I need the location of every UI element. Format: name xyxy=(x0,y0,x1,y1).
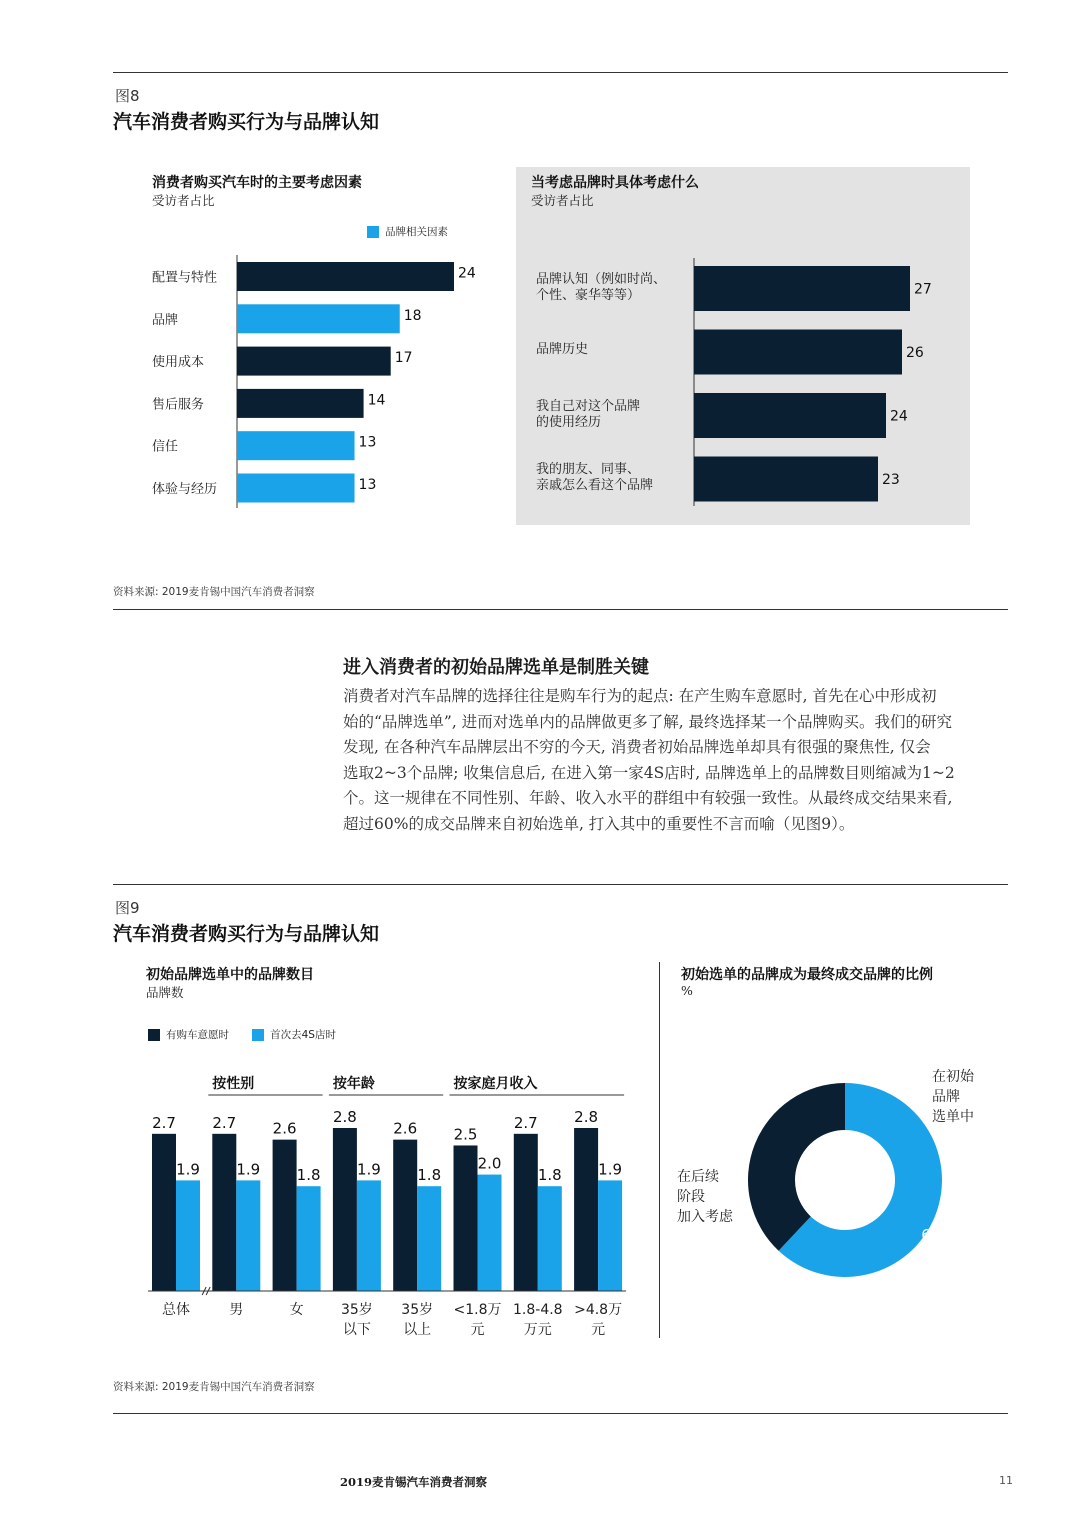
group-header: 按家庭月收入 xyxy=(453,1076,538,1092)
donut-label-later: 在后续 阶段 加入考虑 xyxy=(677,1169,733,1225)
bar xyxy=(237,474,355,503)
bar-blue xyxy=(357,1180,381,1291)
fig8-source: 资料来源: 2019麦肯锡中国汽车消费者洞察 xyxy=(113,586,315,598)
fig9-label: 图9 xyxy=(115,899,140,917)
footer-title: 2019麦肯锡汽车消费者洞察 xyxy=(340,1475,488,1489)
body-line: 消费者对汽车品牌的选择往往是购车行为的起点: 在产生购车意愿时, 首先在心中形成初 xyxy=(343,687,937,705)
slice-value-label: 38 xyxy=(753,1101,773,1120)
fig8-left-legend xyxy=(367,221,448,240)
fig8-left-chart-subtitle: 受访者占比 xyxy=(152,193,215,208)
fig9-left-chart-title: 初始品牌选单中的品牌数目 xyxy=(146,967,314,983)
group-header: 按年龄 xyxy=(332,1076,375,1092)
category-label: 品牌 xyxy=(152,312,179,328)
bar xyxy=(694,330,902,375)
page-number: 11 xyxy=(999,1474,1013,1487)
legend-swatch-blue xyxy=(252,1029,264,1041)
bar-dark xyxy=(393,1140,417,1291)
category-label: 35岁 xyxy=(401,1302,434,1318)
bar xyxy=(237,431,355,460)
fig8-label: 图8 xyxy=(115,87,140,105)
body-line: 发现, 在各种汽车品牌层出不穷的今天, 消费者初始品牌选单却具有很强的聚焦性, 仅会 xyxy=(343,738,931,757)
body-line: 超过60%的成交品牌来自初始选单, 打入其中的重要性不言而喻（见图9）。 xyxy=(343,814,855,833)
category-label: >4.8万 xyxy=(574,1302,623,1318)
fig9-bottom-rule xyxy=(113,1413,1008,1414)
fig9-divider xyxy=(659,962,660,1338)
value-label: 2.6 xyxy=(272,1119,297,1138)
bar-dark xyxy=(514,1134,538,1291)
value-label: 24 xyxy=(890,408,908,425)
value-label: 2.8 xyxy=(574,1108,599,1126)
fig8-right-category-0: 品牌认知（例如时尚、 个性、豪华等等） xyxy=(536,272,667,303)
slice-value-label: 62 xyxy=(921,1226,941,1245)
donut-label-initial: 在初始 品牌 选单中 xyxy=(932,1069,974,1125)
fig9-right-chart-subtitle: % xyxy=(681,983,693,998)
bar-dark xyxy=(212,1134,236,1291)
value-label: 1.9 xyxy=(598,1160,623,1179)
bar xyxy=(694,393,886,438)
value-label: 1.9 xyxy=(356,1160,381,1179)
fig8-right-chart xyxy=(690,258,960,508)
category-label: <1.8万 xyxy=(453,1302,502,1318)
category-label: 1.8-4.8 xyxy=(513,1302,563,1318)
bar-blue xyxy=(297,1186,321,1291)
category-label: 35岁 xyxy=(340,1302,373,1318)
value-label: 18 xyxy=(403,307,422,324)
fig9-left-chart-subtitle: 品牌数 xyxy=(146,985,184,1000)
fig8-right-category-1: 品牌历史 xyxy=(536,342,589,357)
bar-dark xyxy=(454,1145,478,1291)
fig9-left-chart xyxy=(130,1065,640,1350)
value-label: 14 xyxy=(367,392,386,409)
value-label: 2.5 xyxy=(453,1125,478,1144)
value-label: 2.7 xyxy=(513,1113,538,1132)
value-label: 2.7 xyxy=(212,1113,237,1132)
fig8-right-category-2: 我自己对这个品牌 的使用经历 xyxy=(536,399,641,430)
value-label: 1.8 xyxy=(537,1166,562,1185)
category-label: 元 xyxy=(591,1322,606,1338)
bar-dark xyxy=(574,1128,598,1291)
value-label: 17 xyxy=(394,350,413,367)
value-label: 1.8 xyxy=(417,1166,442,1185)
category-label: 信任 xyxy=(152,439,179,455)
body-line: 始的“品牌选单”, 进而对选单内的品牌做更多了解, 最终选择某一个品牌购买。我们的研究 xyxy=(343,712,953,731)
legend-blue-label: 首次去4S店时 xyxy=(270,1029,336,1041)
value-label: 13 xyxy=(358,434,377,451)
section-title: 进入消费者的初始品牌选单是制胜关键 xyxy=(343,657,649,678)
category-label: 配置与特性 xyxy=(152,270,218,286)
category-label: 以上 xyxy=(403,1322,432,1338)
value-label: 2.8 xyxy=(332,1108,357,1126)
legend-brand-label: 品牌相关因素 xyxy=(385,226,448,238)
bar xyxy=(237,262,454,291)
value-label: 27 xyxy=(914,281,932,298)
category-label: 女 xyxy=(289,1302,304,1318)
group-header: 按性别 xyxy=(212,1076,255,1092)
fig9-top-rule xyxy=(113,884,1008,885)
body-line: 选取2~3个品牌; 收集信息后, 在进入第一家4S店时, 品牌选单上的品牌数目则缩减为1~2 xyxy=(343,763,955,782)
fig8-right-category-3: 我的朋友、同事、 亲戚怎么看这个品牌 xyxy=(536,462,654,493)
category-label: 元 xyxy=(470,1322,485,1338)
fig9-donut-chart xyxy=(740,1075,950,1285)
value-label: 23 xyxy=(882,472,900,488)
value-label: 1.9 xyxy=(176,1160,200,1179)
legend-swatch-blue xyxy=(367,226,379,238)
bar-blue xyxy=(598,1180,622,1291)
category-label: 使用成本 xyxy=(152,355,205,371)
legend-dark-label: 有购车意愿时 xyxy=(166,1029,229,1041)
bar xyxy=(694,266,910,311)
bar-blue xyxy=(417,1186,441,1291)
fig8-left-chart xyxy=(140,255,510,515)
category-label: 男 xyxy=(229,1302,244,1318)
legend-swatch-dark xyxy=(148,1029,160,1041)
body-line: 个。这一规律在不同性别、年龄、收入水平的群组中有较强一致性。从最终成交结果来看, xyxy=(343,789,953,808)
bar-blue xyxy=(538,1186,562,1291)
bar xyxy=(237,347,391,376)
category-label: 以下 xyxy=(342,1322,371,1338)
bar-dark xyxy=(152,1134,176,1291)
fig8-bottom-rule xyxy=(113,609,1008,610)
section-body xyxy=(343,684,1008,838)
category-label: 万元 xyxy=(523,1322,552,1338)
value-label: 13 xyxy=(358,477,377,493)
bar-dark xyxy=(333,1128,357,1291)
bar xyxy=(237,389,364,418)
bar-blue xyxy=(176,1180,200,1291)
fig9-title: 汽车消费者购买行为与品牌认知 xyxy=(113,923,380,945)
value-label: 2.0 xyxy=(477,1154,502,1173)
fig9-left-legend xyxy=(148,1024,336,1043)
fig8-title: 汽车消费者购买行为与品牌认知 xyxy=(113,111,380,133)
bar xyxy=(694,457,878,502)
bar-dark xyxy=(273,1140,297,1291)
fig9-right-chart-title: 初始选单的品牌成为最终成交品牌的比例 xyxy=(681,967,933,983)
value-label: 1.9 xyxy=(236,1160,261,1179)
value-label: 1.8 xyxy=(296,1166,321,1185)
category-label: 体验与经历 xyxy=(152,482,218,497)
top-rule xyxy=(113,72,1008,73)
value-label: 24 xyxy=(458,265,476,282)
value-label: 2.6 xyxy=(393,1119,418,1138)
value-label: 26 xyxy=(906,345,924,361)
bar-blue xyxy=(236,1180,260,1291)
fig8-right-chart-subtitle: 受访者占比 xyxy=(531,193,594,208)
value-label: 2.7 xyxy=(152,1113,176,1132)
bar-blue xyxy=(478,1175,502,1291)
fig8-right-chart-title: 当考虑品牌时具体考虑什么 xyxy=(531,175,699,191)
category-label: 总体 xyxy=(162,1302,190,1318)
category-label: 售后服务 xyxy=(152,397,205,413)
fig9-source: 资料来源: 2019麦肯锡中国汽车消费者洞察 xyxy=(113,1381,315,1393)
fig8-left-chart-title: 消费者购买汽车时的主要考虑因素 xyxy=(152,175,362,191)
bar xyxy=(237,304,400,333)
